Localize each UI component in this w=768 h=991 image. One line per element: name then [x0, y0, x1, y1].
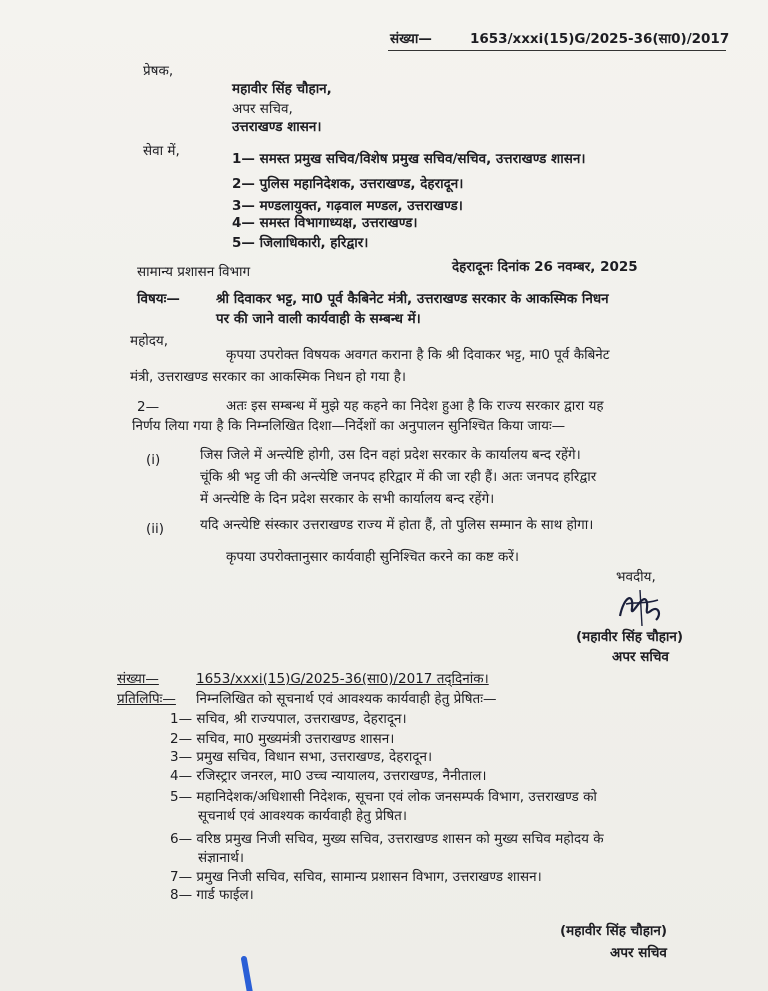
point-ii-line1: यदि अन्त्येष्टि संस्कार उत्तराखण्ड राज्य में होता हैं, तो पुलिस सम्मान के साथ होगा। [200, 517, 594, 533]
para2-number: 2— [137, 399, 160, 415]
place-date: देहरादूनः दिनांक 26 नवम्बर, 2025 [452, 259, 638, 275]
recipient-item: 1— समस्त प्रमुख सचिव/विशेष प्रमुख सचिव/सचिव, उत्तराखण्ड शासन। [232, 151, 586, 167]
closing-request: कृपया उपरोक्तानुसार कार्यवाही सुनिश्चित करने का कष्ट करें। [226, 549, 520, 565]
point-i-line3: में अन्त्येष्टि के दिन प्रदेश सरकार के सभी कार्यालय बन्द रहेंगे। [200, 491, 495, 507]
subject-line2: पर की जाने वाली कार्यवाही के सम्बन्ध में। [216, 311, 421, 327]
pratilipi-text: निम्नलिखित को सूचनार्थ एवं आवश्यक कार्यवाही हेतु प्रेषितः— [196, 691, 497, 707]
subject-label: विषयः— [137, 291, 180, 307]
sender-label: प्रेषक, [143, 63, 174, 79]
signoff-name: (महावीर सिंह चौहान) [576, 629, 684, 645]
copy-item-6-line1: 6— वरिष्ठ प्रमुख निजी सचिव, मुख्य सचिव, उत्तराखण्ड शासन को मुख्य सचिव महोदय के [170, 831, 604, 847]
signature-icon [612, 586, 668, 628]
recipient-item: 5— जिलाधिकारी, हरिद्वार। [232, 235, 369, 251]
signoff2-designation: अपर सचिव [610, 945, 667, 961]
copy-item: 3— प्रमुख सचिव, विधान सभा, उत्तराखण्ड, देहरादून। [170, 749, 433, 765]
copy-item-8: 8— गार्ड फाईल। [170, 887, 254, 903]
ref-underline [388, 50, 726, 51]
sender-office: उत्तराखण्ड शासन। [232, 119, 322, 135]
pen-mark-icon [232, 955, 272, 991]
sender-designation: अपर सचिव, [232, 101, 293, 117]
copy-item-7: 7— प्रमुख निजी सचिव, सचिव, सामान्य प्रशासन विभाग, उत्तराखण्ड शासन। [170, 869, 542, 885]
recipient-item: 3— मण्डलायुक्त, गढ़वाल मण्डल, उत्तराखण्ड। [232, 198, 463, 214]
recipients-label: सेवा में, [143, 143, 180, 159]
para2-line1: अतः इस सम्बन्ध में मुझे यह कहने का निदेश हुआ है कि राज्य सरकार द्वारा यह [226, 398, 604, 414]
para2-line2: निर्णय लिया गया है कि निम्नलिखित दिशा—निर्देशों का अनुपालन सुनिश्चित किया जायः— [132, 418, 566, 434]
copy-item-5-line1: 5— महानिदेशक/अधिशासी निदेशक, सूचना एवं लोक जनसम्पर्क विभाग, उत्तराखण्ड को [170, 789, 597, 805]
signoff2-name: (महावीर सिंह चौहान) [560, 923, 668, 939]
subject-line1: श्री दिवाकर भट्ट, मा0 पूर्व कैबिनेट मंत्री, उत्तराखण्ड सरकार के आकस्मिक निधन [216, 291, 609, 307]
bhavdiya: भवदीय, [616, 569, 656, 585]
copy-item: 2— सचिव, मा0 मुख्यमंत्री उत्तराखण्ड शासन। [170, 731, 395, 747]
point-ii-number: (ii) [146, 521, 165, 537]
copy-item-5-line2: सूचनार्थ एवं आवश्यक कार्यवाही हेतु प्रेषित। [198, 808, 407, 824]
pratilipi-label: प्रतिलिपिः— [117, 691, 176, 707]
point-i-number: (i) [146, 452, 161, 468]
point-i-line2: चूंकि श्री भट्ट जी की अन्त्येष्टि जनपद हरिद्वार में की जा रही हैं। अतः जनपद हरिद्वार [200, 469, 597, 485]
salutation: महोदय, [130, 333, 169, 349]
ref-number: 1653/xxxi(15)G/2025-36(सा0)/2017 [470, 31, 730, 47]
department: सामान्य प्रशासन विभाग [137, 264, 251, 280]
recipient-item: 4— समस्त विभागाध्यक्ष, उत्तराखण्ड। [232, 215, 418, 231]
para1-line1: कृपया उपरोक्त विषयक अवगत कराना है कि श्री दिवाकर भट्ट, मा0 पूर्व कैबिनेट [226, 347, 610, 363]
recipient-item: 2— पुलिस महानिदेशक, उत्तराखण्ड, देहरादून। [232, 176, 464, 192]
copy-ref-number: 1653/xxxi(15)G/2025-36(सा0)/2017 तद्‌दिनांक। [196, 671, 489, 687]
signoff-designation: अपर सचिव [612, 649, 669, 665]
copy-item-6-line2: संज्ञानार्थ। [198, 850, 245, 866]
point-i-line1: जिस जिले में अन्त्येष्टि होगी, उस दिन वहां प्रदेश सरकार के कार्यालय बन्द रहेंगे। [200, 447, 581, 463]
copy-item: 1— सचिव, श्री राज्यपाल, उत्तराखण्ड, देहरादून। [170, 711, 407, 727]
para1-line2: मंत्री, उत्तराखण्ड सरकार का आकस्मिक निधन हो गया है। [130, 369, 406, 385]
ref-label: संख्या— [390, 31, 432, 47]
copy-ref-label: संख्या— [117, 671, 159, 687]
sender-name: महावीर सिंह चौहान, [232, 81, 332, 97]
copy-item: 4— रजिस्ट्रार जनरल, मा0 उच्च न्यायालय, उत्तराखण्ड, नैनीताल। [170, 768, 487, 784]
